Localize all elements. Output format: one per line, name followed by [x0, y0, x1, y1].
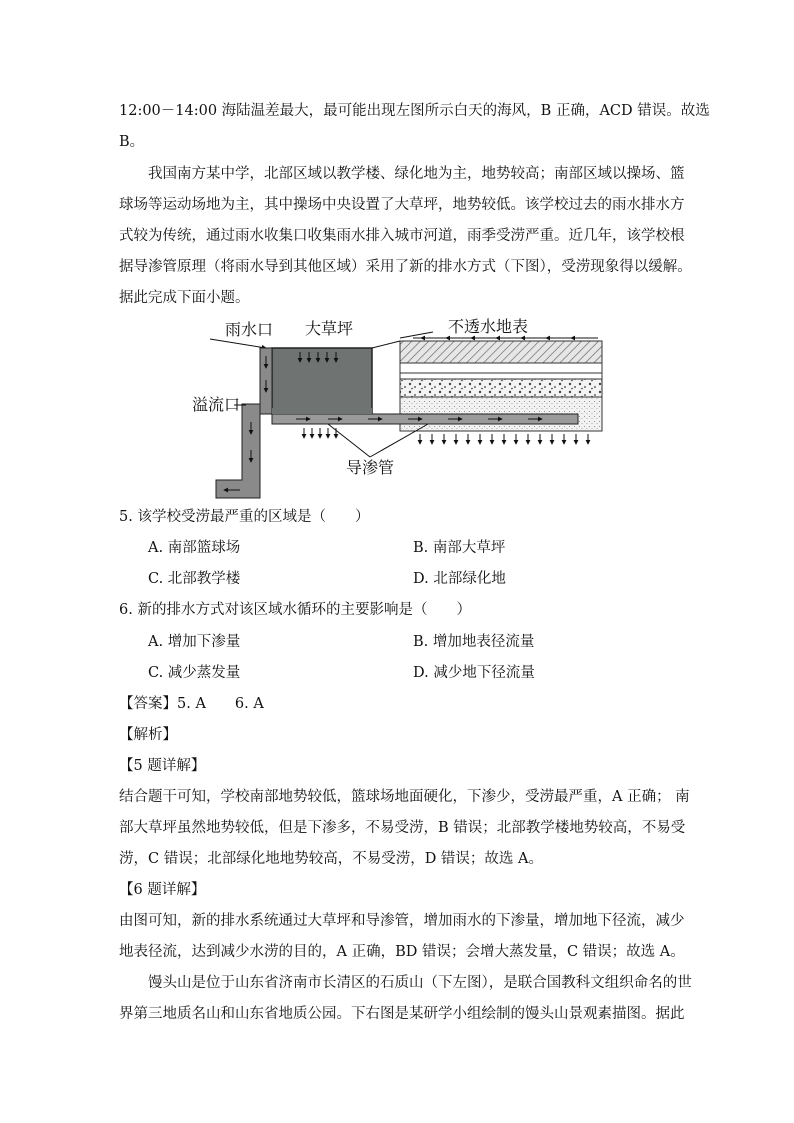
label-lawn: 大草坪: [305, 319, 354, 338]
passage-line-1: 我国南方某中学，北部区域以教学楼、绿化地为主，地势较高；南部区域以操场、篮: [148, 166, 685, 182]
q6-detail-line-2: 地表径流，达到减少水涝的目的，A 正确，BD 错误；会增大蒸发量，C 错误；故选 A。: [119, 944, 685, 960]
q5-option-a: A. 南部篮球场: [148, 540, 241, 556]
q5-option-d: D. 北部绿化地: [413, 571, 506, 587]
label-rain-inlet: 雨水口: [225, 320, 274, 339]
q6-detail-line-1: 由图可知，新的排水系统通过大草坪和导渗管，增加雨水的下渗量，增加地下径流，减少: [119, 913, 685, 929]
q5-detail-line-3: 涝，C 错误；北部绿化地地势较高，不易受涝，D 错误；故选 A。: [119, 851, 544, 867]
passage-line-3: 式较为传统，通过雨水收集口收集雨水排入城市河道，雨季受涝严重。近几年，该学校根: [119, 228, 685, 244]
next-passage-line-2: 界第三地质名山和山东省地质公园。下右图是某研学小组绘制的馒头山景观素描图。据此: [119, 1006, 685, 1022]
passage-line-5: 据此完成下面小题。: [119, 290, 250, 306]
pipe-leader-right: [370, 424, 428, 457]
passage-line-2: 球场等运动场地为主，其中操场中央设置了大草坪，地势较低。该学校过去的雨水排水方: [119, 197, 685, 213]
q5-option-c: C. 北部教学楼: [148, 571, 241, 587]
q6-option-a: A. 增加下渗量: [148, 634, 241, 650]
q5-detail-line-2: 部大草坪虽然地势较低，但是下渗多，不易受涝，B 错误；北部教学楼地势较高，不易受: [119, 820, 686, 836]
q5-option-b: B. 南部大草坪: [413, 540, 506, 556]
q6-detail-heading: 【6 题详解】: [119, 882, 206, 898]
passage-line-4: 据导渗管原理（将雨水导到其他区域）采用了新的排水方式（下图），受涝现象得以缓解。: [119, 259, 692, 275]
q5-detail-heading: 【5 题详解】: [119, 758, 206, 774]
drainage-diagram: [188, 310, 608, 510]
next-passage-line-1: 馒头山是位于山东省济南市长清区的石质山（下左图），是联合国教科文组织命名的世: [148, 975, 692, 991]
label-pipe: 导渗管: [346, 458, 395, 477]
label-impermeable: 不透水地表: [448, 317, 529, 336]
pipe-leader-left: [328, 424, 370, 457]
overflow-pipe: [216, 404, 260, 498]
analysis-heading: 【解析】: [119, 727, 177, 743]
q6-option-b: B. 增加地表径流量: [413, 634, 535, 650]
q6-option-d: D. 减少地下径流量: [413, 665, 535, 681]
q5-stem: 5. 该学校受涝最严重的区域是（ ）: [119, 509, 370, 525]
rain-inflow-arrow: [210, 339, 266, 348]
intro-line-1: 12:00－14:00 海陆温差最大，最可能出现左图所示白天的海风，B 正确，ACD 错误。故选: [119, 103, 710, 119]
intro-line-2: B。: [119, 134, 145, 150]
q6-stem: 6. 新的排水方式对该区域水循环的主要影响是（ ）: [119, 602, 471, 618]
impermeable-leader: [400, 332, 433, 338]
q6-option-c: C. 减少蒸发量: [148, 665, 241, 681]
answer-line: 【答案】5. A 6. A: [119, 696, 264, 712]
label-overflow: 溢流口: [192, 395, 241, 414]
q5-detail-line-1: 结合题干可知，学校南部地势较低，篮球场地面硬化，下渗少，受涝最严重，A 正确； 南: [119, 789, 690, 805]
lawn-block: [272, 348, 372, 414]
